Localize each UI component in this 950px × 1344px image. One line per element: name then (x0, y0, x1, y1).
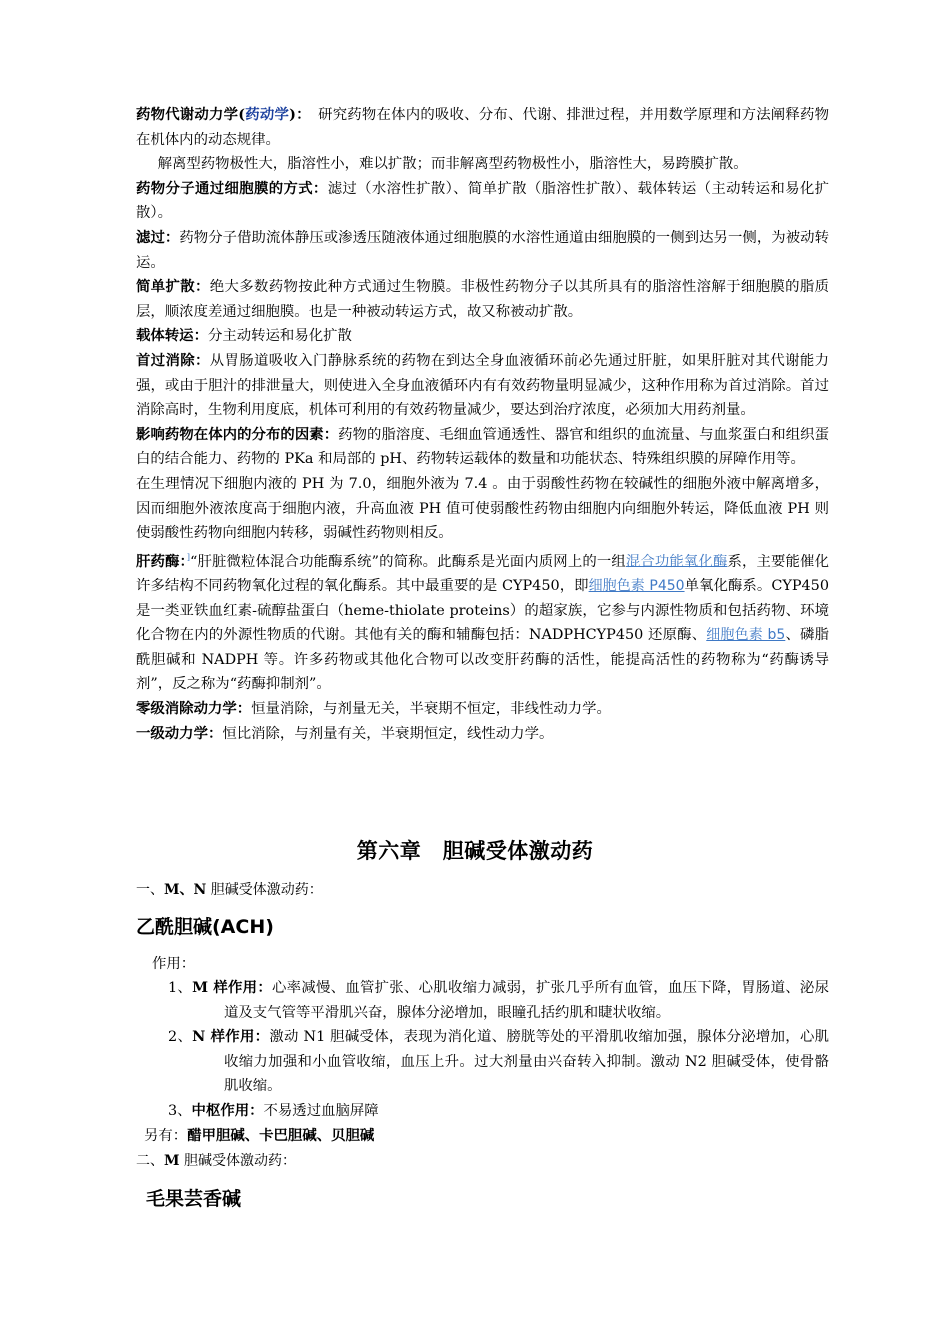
drug-acetylcholine-heading: 乙酰胆碱(ACH) (136, 916, 274, 938)
para-first-pass: 首过消除：从胃肠道吸收入门静脉系统的药物在到达全身血液循环前必先通过肝脏，如果肝脏对其代谢能力强，或由于胆汁的排泄量大，则使进入全身血液循环内有有效药物量明显减少，这种作用称为首过消除。首过消除高时，生物利用度底，机体可利用的有效药物量减少，要达到治疗浓度，必须加大用药剂量。 (136, 351, 829, 419)
para-filtration: 滤过：药物分子借助流体静压或渗透压随液体通过细胞膜的水溶性通道由细胞膜的一侧到达另一侧，为被动转运。 (136, 228, 829, 271)
section-1-heading: 一、M、N 胆碱受体激动药： (136, 882, 323, 898)
para-carrier-transport: 载体转运：分主动转运和易化扩散 (136, 327, 352, 345)
mixed-function-oxidase-link[interactable]: 混合功能氧化酶 (625, 553, 728, 570)
effect-item-n: 2、N 样作用：激动 N1 胆碱受体，表现为消化道、膀胱等处的平滑肌收缩加强，腺体分泌增加，心肌收缩力加强和小血管收缩，血压上升。过大剂量由兴奋转入抑制。激动 N2 胆碱受体，使骨骼肌收缩。 (168, 1028, 830, 1095)
drug-pilocarpine-heading: 毛果芸香碱 (146, 1188, 242, 1210)
effect-item-m: 1、M 样作用：心率减慢、血管扩张、心肌收缩力减弱，扩张几乎所有血管，血压下降，胃肠道、泌尿道及支气管等平滑肌兴奋，腺体分泌增加，眼瞳孔括约肌和睫状收缩。 (168, 979, 829, 1021)
effect-item-cns: 3、中枢作用：不易透过血脑屏障 (168, 1102, 379, 1119)
cytochrome-p450-link[interactable]: 细胞色素 P450 (588, 578, 685, 595)
para-pharmacokinetics: 药物代谢动力学(药动学)： 研究药物在体内的吸收、分布、代谢、排泄过程，并用数学原理和方法阐释药物在机体内的动态规律。 (136, 106, 829, 148)
effects-label: 作用： (152, 956, 196, 972)
other-drugs: 另有：醋甲胆碱、卡巴胆碱、贝胆碱 (144, 1127, 375, 1144)
para-simple-diffusion: 简单扩散：绝大多数药物按此种方式通过生物膜。非极性药物分子以其所具有的脂溶性溶解于细胞膜的脂质层，顺浓度差通过细胞膜。也是一种被动转运方式，故又称被动扩散。 (136, 278, 829, 320)
pharmacodynamics-link[interactable]: 药动学 (245, 106, 290, 123)
footnote-marker[interactable]: ] (186, 552, 190, 562)
para-ionization: 解离型药物极性大，脂溶性小，难以扩散；而非解离型药物极性小，脂溶性大，易跨膜扩散。 (157, 156, 748, 173)
para-distribution-factors: 影响药物在体内的分布的因素：药物的脂溶度、毛细血管通透性、器官和组织的血流量、与血浆蛋白和组织蛋白的结合能力、药物的 PKa 和局部的 pH、药物转运载体的数量和功能状态、特殊组织膜的屏障作用等。 (136, 425, 829, 468)
para-first-order: 一级动力学：恒比消除，与剂量有关，半衰期恒定，线性动力学。 (136, 724, 554, 742)
para-membrane-transport: 药物分子通过细胞膜的方式：滤过（水溶性扩散）、简单扩散（脂溶性扩散）、载体转运（主动转运和易化扩散）。 (136, 179, 829, 222)
para-ph: 在生理情况下细胞内液的 PH 为 7.0，细胞外液为 7.4 。由于弱酸性药物在较碱性的细胞外液中解离增多，因而细胞外液浓度高于细胞内液，升高血液 PH 值可使弱酸性药物由细胞内向细胞外转运，降低血液 PH 则使弱酸性药物向细胞内转移，弱碱性药物则相反。 (136, 475, 829, 542)
para-zero-order: 零级消除动力学：恒量消除，与剂量无关，半衰期不恒定，非线性动力学。 (136, 700, 611, 718)
chapter-title: 第六章 胆碱受体激动药 (356, 839, 594, 863)
cytochrome-b5-link[interactable]: 细胞色素 b5 (706, 627, 786, 644)
para-liver-enzyme: 肝药酶：]“肝脏微粒体混合功能酶系统”的简称。此酶系是光面内质网上的一组混合功能氧化酶系，主要能催化许多结构不同药物氧化过程的氧化酶系。其中最重要的是 CYP450，即细胞色素 P450单氧化酶系。CYP450 是一类亚铁血红素-硫醇盐蛋白（heme-thiolate proteins）的超家族，它参与内源性物质和包括药物、环境化合物在内的外源性物质的代谢。其他有关的酶和辅酶包括：NADPHCYP450 还原酶、细胞色素 b5、磷脂酰胆碱和 NADPH 等。许多药物或其他化合物可以改变肝药酶的活性，能提高活性的药物称为“药酶诱导剂”，反之称为“药酶抑制剂”。 (136, 552, 829, 693)
section-2-heading: 二、M 胆碱受体激动药： (136, 1153, 296, 1169)
document-body (136, 103, 829, 746)
